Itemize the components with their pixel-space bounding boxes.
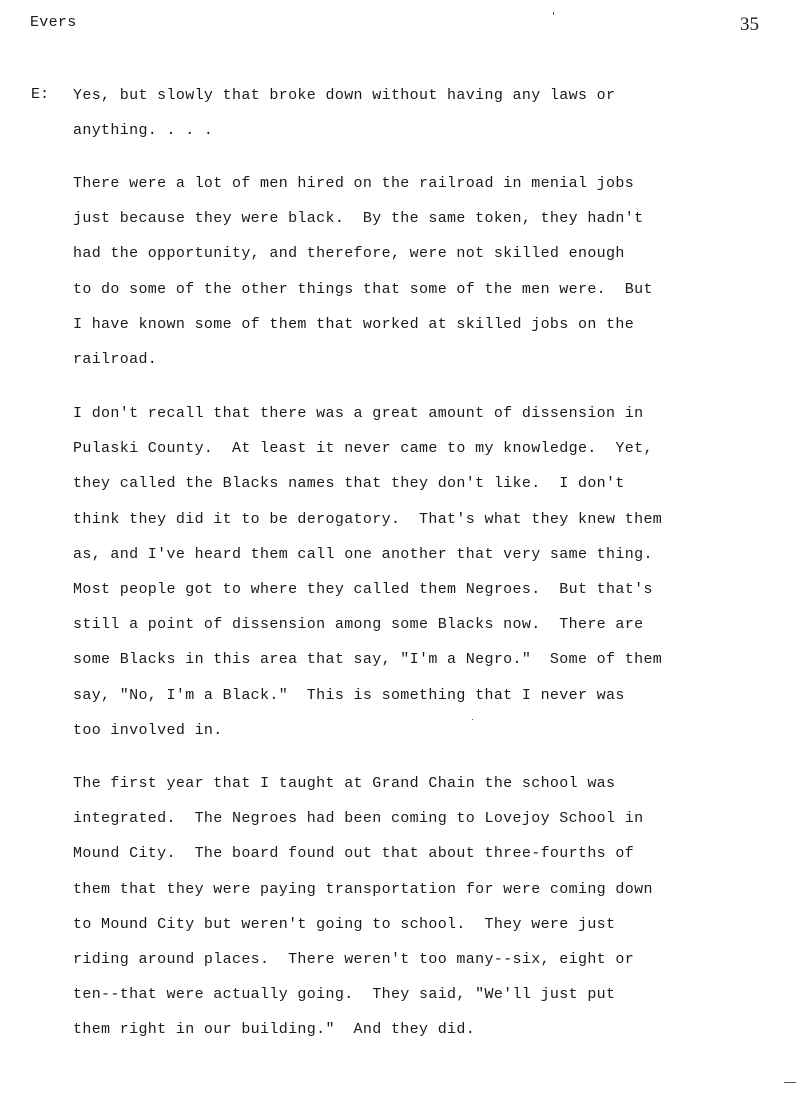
text-line: There were a lot of men hired on the railroad in menial jobs [73, 175, 635, 192]
header-interviewee-name: Evers [30, 14, 77, 31]
text-line: anything. . . . [73, 122, 214, 140]
text-line: riding around places. There weren't too many--six, eight or [73, 950, 635, 968]
text-line: I have known some of them that worked at skilled jobs on the [73, 315, 635, 333]
text-line: just because they were black. By the same token, they hadn't [73, 210, 644, 228]
text-line: railroad. [73, 350, 158, 368]
text-line: Mound City. The board found out that about three-fourths of [73, 845, 635, 863]
paragraph-3 [73, 404, 763, 756]
text-line: them right in our building." And they did. [73, 1021, 476, 1039]
text-line: them that they were paying transportation for were coming down [73, 880, 653, 898]
text-line: as, and I've heard them call one another that very same thing. [73, 545, 653, 563]
text-line: say, "No, I'm a Black." This is something that I never was [73, 686, 625, 704]
text-line: Yes, but slowly that broke down without having any laws or [73, 87, 616, 104]
text-line: still a point of dissension among some Blacks now. There are [73, 616, 644, 634]
text-line: they called the Blacks names that they don't like. I don't [73, 475, 625, 493]
text-line: too involved in. [73, 721, 223, 739]
text-line: some Blacks in this area that say, "I'm a Negro." Some of them [73, 651, 663, 669]
text-line: to Mound City but weren't going to school. They were just [73, 915, 616, 933]
text-line: had the opportunity, and therefore, were not skilled enough [73, 245, 625, 263]
text-line: ten--that were actually going. They said, "We'll just put [73, 986, 616, 1004]
text-line: to do some of the other things that some of the men were. But [73, 280, 653, 298]
paragraph-4 [73, 774, 763, 1056]
scan-speck [472, 719, 473, 720]
paragraph-1 [73, 86, 763, 156]
speaker-label: E: [31, 86, 50, 103]
text-line: integrated. The Negroes had been coming to Lovejoy School in [73, 810, 644, 828]
text-line: I don't recall that there was a great amount of dissension in [73, 405, 644, 422]
scan-edge-mark [784, 1082, 796, 1083]
text-line: Most people got to where they called them Negroes. But that's [73, 580, 653, 598]
text-line: Pulaski County. At least it never came to my knowledge. Yet, [73, 440, 653, 458]
text-line: think they did it to be derogatory. That's what they knew them [73, 510, 663, 528]
paragraph-2 [73, 174, 763, 385]
page-number: 35 [740, 14, 759, 35]
scan-speck [553, 12, 554, 15]
text-line: The first year that I taught at Grand Chain the school was [73, 775, 616, 792]
